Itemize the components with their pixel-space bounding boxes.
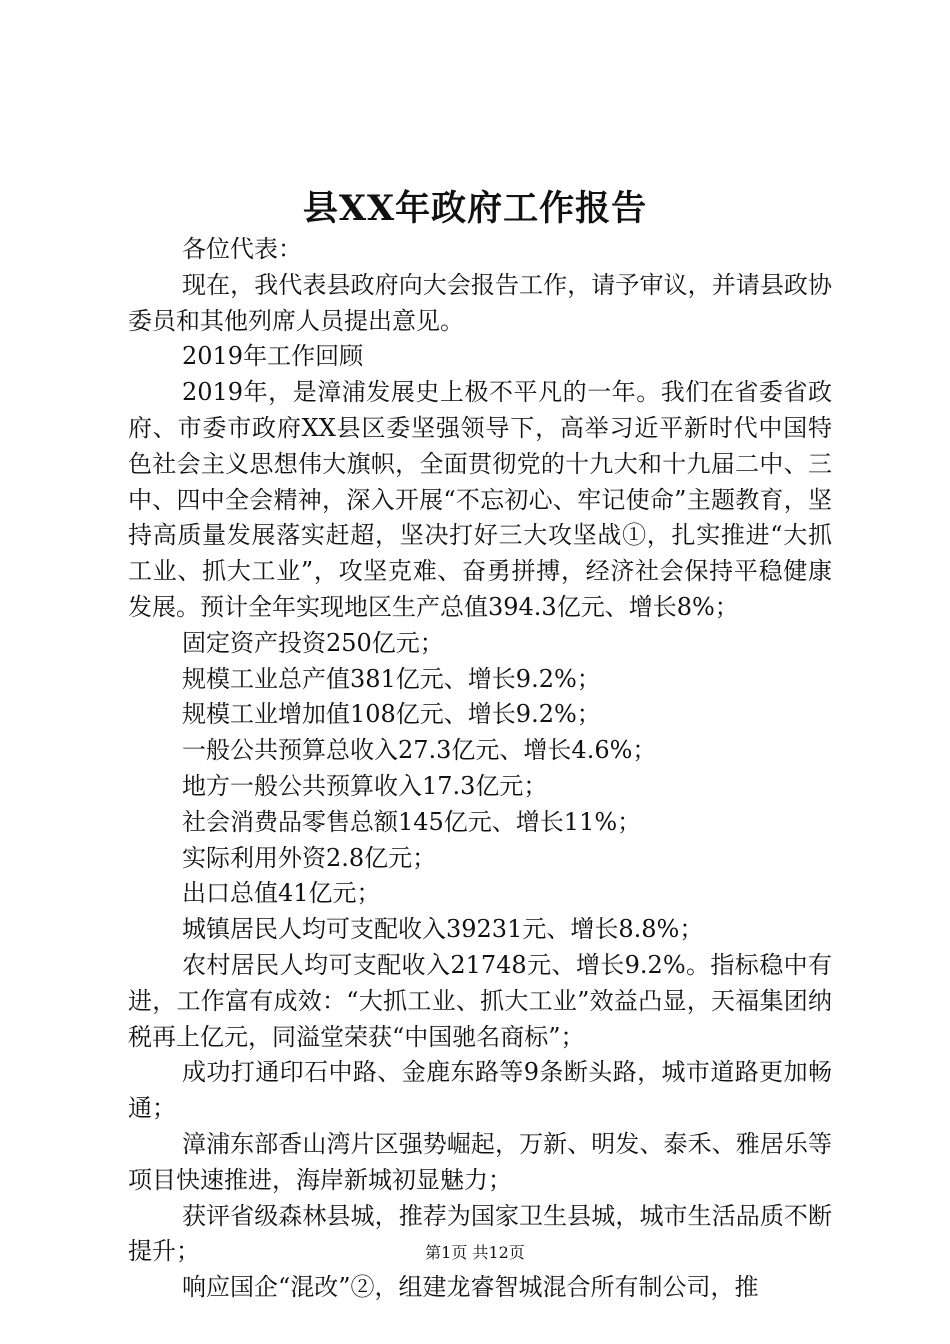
section-heading: 2019年工作回顾 <box>182 342 364 371</box>
paragraph: 成功打通印石中路、金鹿东路等9条断头路，城市道路更加畅通； <box>128 1058 832 1123</box>
paragraph: 社会消费品零售总额145亿元、增长11%； <box>182 807 642 836</box>
paragraph: 漳浦东部香山湾片区强势崛起，万新、明发、泰禾、雅居乐等项目快速推进，海岸新城初显魅力； <box>128 1129 832 1194</box>
paragraph: 出口总值41亿元； <box>182 879 381 908</box>
paragraph: 2019年，是漳浦发展史上极不平凡的一年。我们在省委省政府、市委市政府XX县区委坚强领导下，高举习近平新时代中国特色社会主义思想伟大旗帜，全面贯彻党的十九大和十九届二中、三中、四中全会精神，深入开展“不忘初心、牢记使命”主题教育，坚持高质量发展落实赶超，坚决打好三大攻坚战①，扎实推进“大抓工业、抓大工业”，攻坚克难、奋勇拼搏，经济社会保持平稳健康发展。预计全年实现地区生产总值394.3亿元、增长8%； <box>128 378 832 621</box>
paragraph: 固定资产投资250亿元； <box>182 628 444 657</box>
document-body <box>128 232 832 1306</box>
paragraph: 规模工业总产值381亿元、增长9.2%； <box>182 664 601 693</box>
paragraph: 规模工业增加值108亿元、增长9.2%； <box>182 700 601 729</box>
paragraph: 响应国企“混改”②，组建龙睿智城混合所有制公司，推 <box>182 1273 759 1302</box>
paragraph: 城镇居民人均可支配收入39231元、增长8.8%； <box>182 915 704 944</box>
paragraph: 一般公共预算总收入27.3亿元、增长4.6%； <box>182 736 657 765</box>
paragraph: 农村居民人均可支配收入21748元、增长9.2%。指标稳中有进，工作富有成效：“大抓工业、抓大工业”效益凸显，天福集团纳税再上亿元，同溢堂荣获“中国驰名商标”； <box>128 950 832 1051</box>
paragraph: 各位代表： <box>182 235 302 263</box>
paragraph: 地方一般公共预算收入17.3亿元； <box>182 771 548 800</box>
paragraph: 现在，我代表县政府向大会报告工作，请予审议，并请县政协委员和其他列席人员提出意见。 <box>128 270 832 335</box>
page-footer: 第1页 共12页 <box>425 1243 525 1262</box>
paragraph: 实际利用外资2.8亿元； <box>182 843 437 872</box>
paragraph: 获评省级森林县城，推荐为国家卫生县城，城市生活品质不断提升； <box>128 1201 832 1266</box>
document-title: 县XX年政府工作报告 <box>302 188 648 229</box>
